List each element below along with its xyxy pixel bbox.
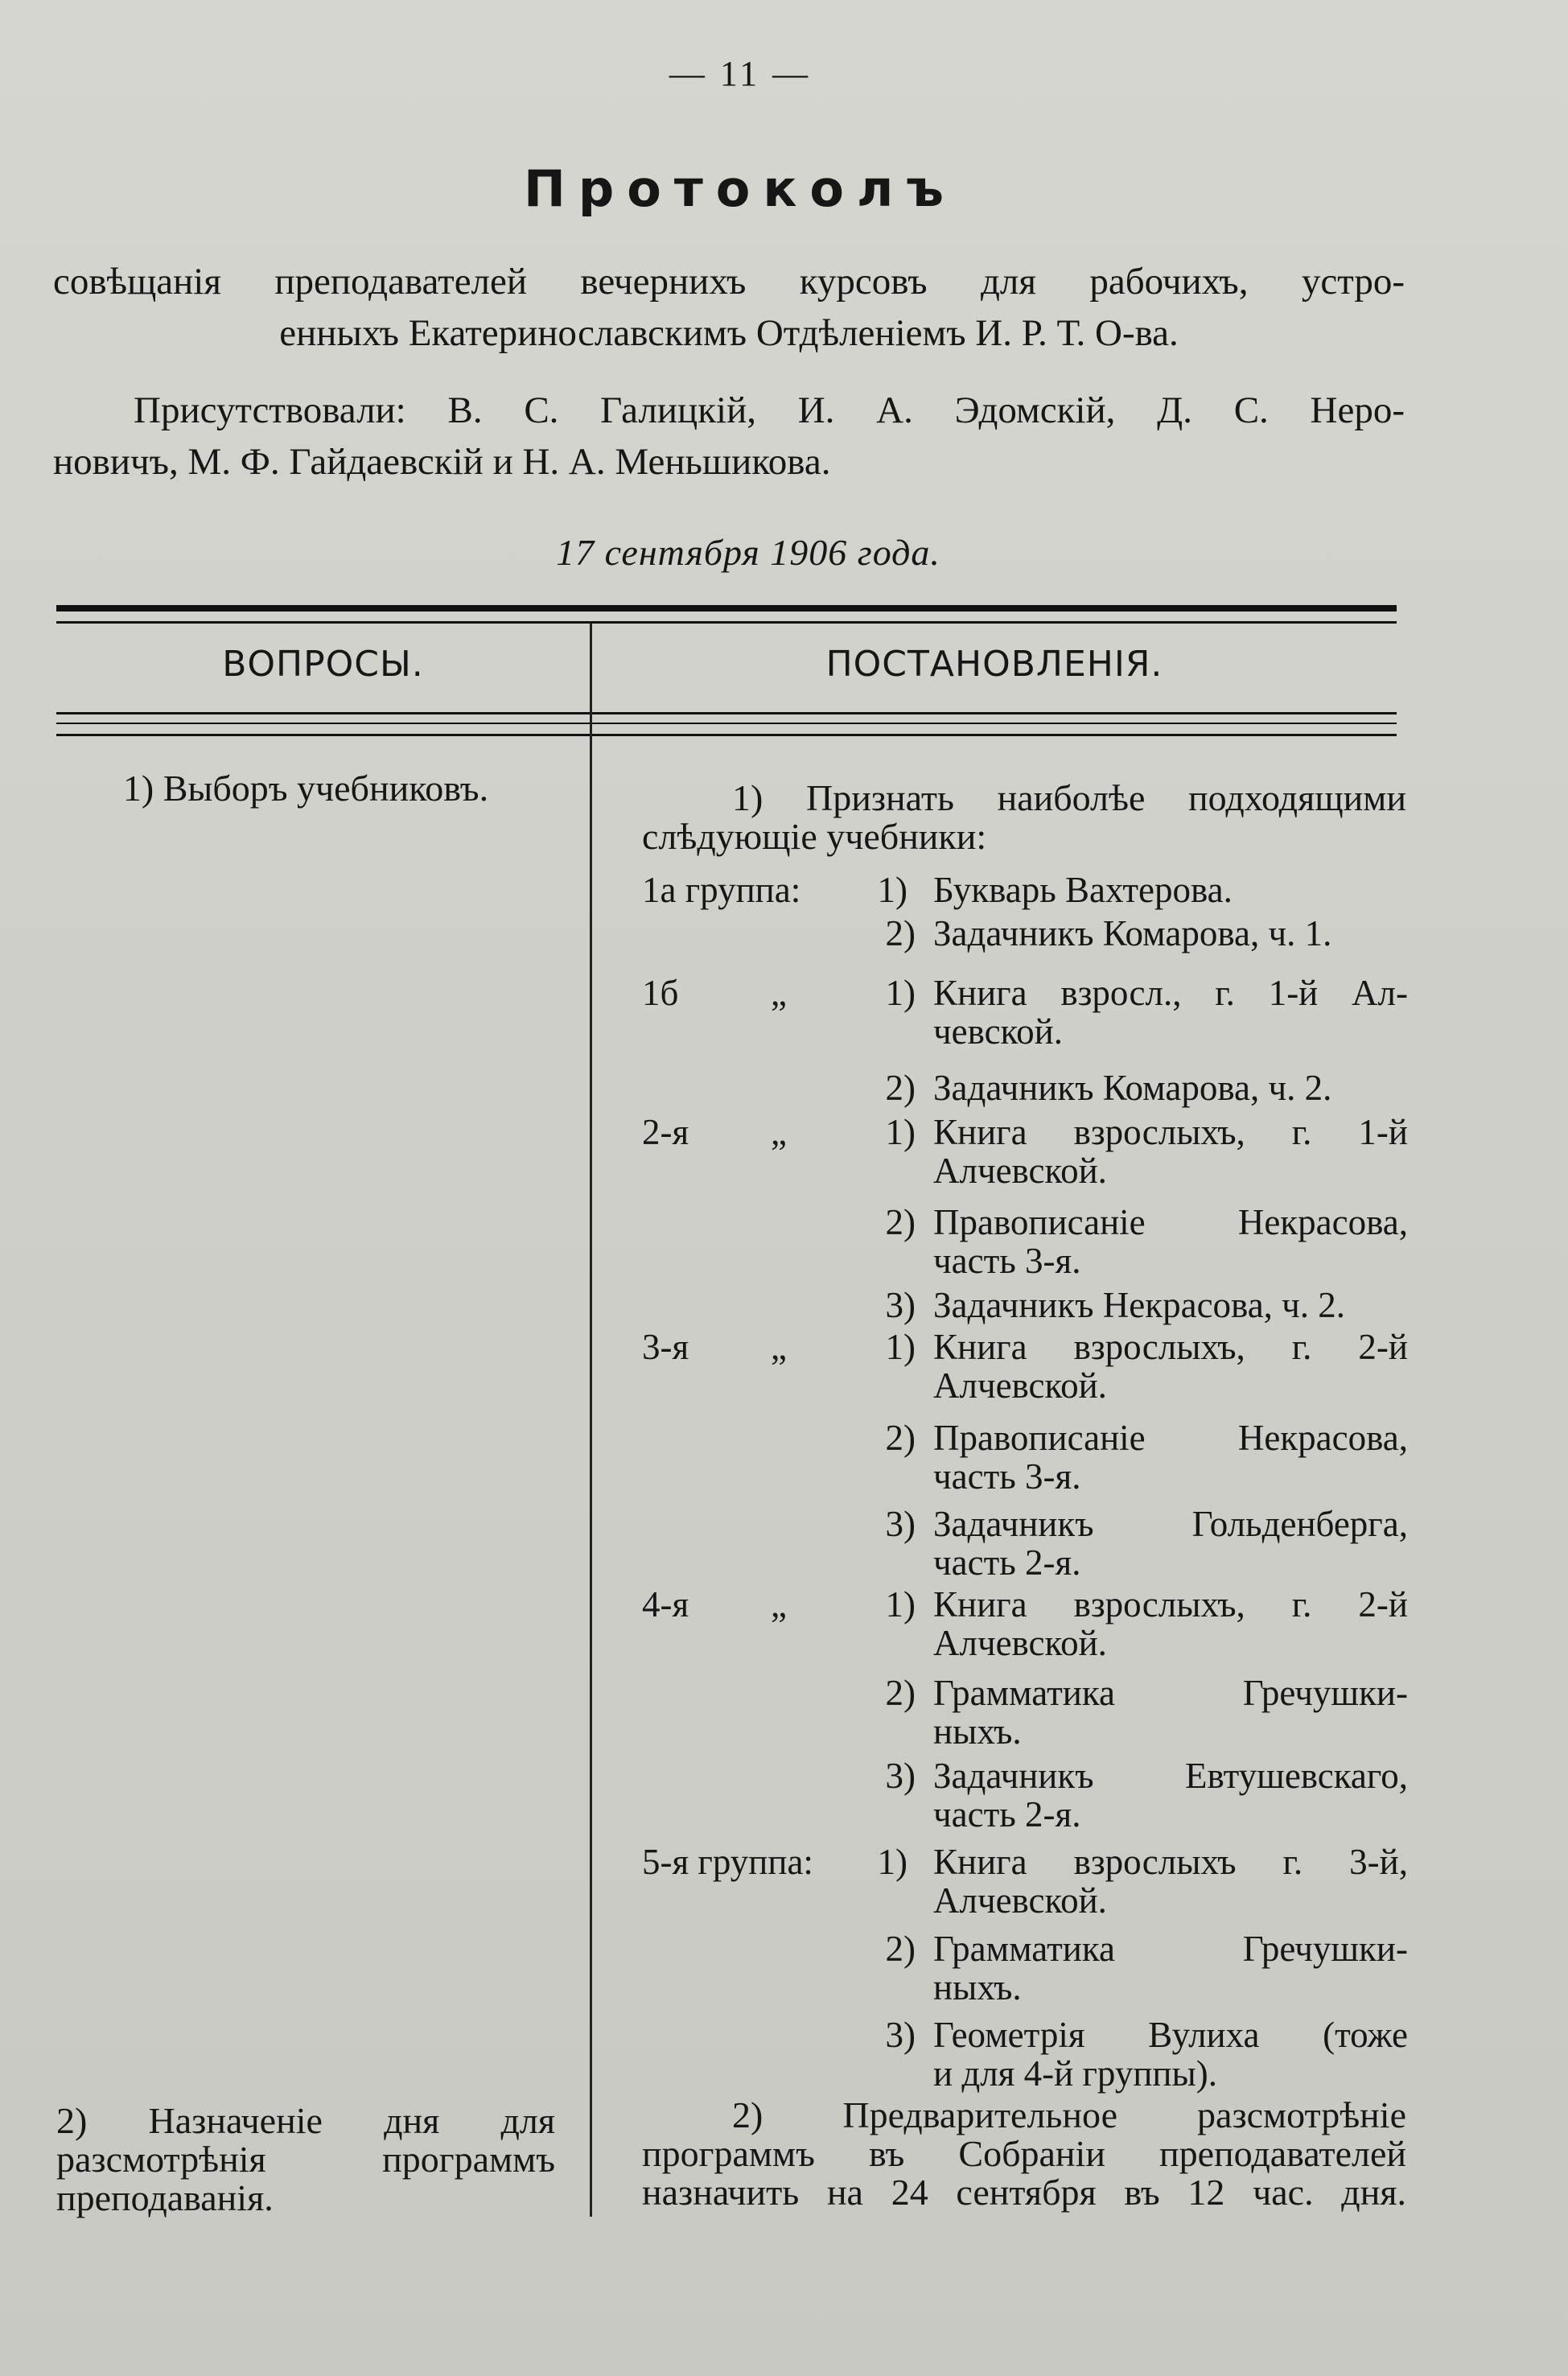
textbook-title: Книга взросл., г. 1-й Ал- чевской. — [933, 973, 1408, 1052]
textbook-title: Правописаніе Некрасова, часть 3-я. — [933, 1202, 1408, 1281]
item-number: 2) — [885, 1929, 916, 1969]
document-title: Протоколъ — [523, 159, 957, 218]
intro-line: енныхъ Екатеринославскимъ Отдѣленіемъ И. Р. Т. О-ва. — [279, 312, 1179, 354]
page-number: — 11 — — [669, 54, 812, 93]
textbook-title: Букварь Вахтерова. — [933, 870, 1233, 910]
group-label: 3-я — [642, 1327, 689, 1367]
textbook-title: Книга взрослыхъ, г. 1-й Алчевской. — [933, 1112, 1408, 1191]
item-number: 3) — [885, 1504, 916, 1544]
column-divider — [590, 624, 592, 2217]
textbook-title: Геометрія Вулиха (тоже и для 4-й группы). — [933, 2015, 1408, 2094]
textbook-title: Задачникъ Некрасова, ч. 2. — [933, 1285, 1346, 1325]
ditto-mark: „ — [771, 1327, 787, 1367]
item-number: 1) — [877, 870, 907, 910]
item-number: 1) — [877, 1842, 907, 1882]
header-rule — [56, 723, 1397, 724]
resolution-2: 2) Предварительное разсмотрѣніе программъ въ Собраніи преподавателей назначить на 24 сентября въ 12 час. дня. — [642, 2094, 1406, 2213]
item-number: 2) — [885, 1673, 916, 1713]
textbook-title: Книга взрослыхъ, г. 2-й Алчевской. — [933, 1327, 1408, 1406]
attendees-line: новичъ, М. Ф. Гайдаевскій и Н. А. Меньшикова. — [53, 441, 831, 483]
textbook-title: Задачникъ Евтушевскаго, часть 2-я. — [933, 1756, 1408, 1835]
item-number: 3) — [885, 2015, 916, 2055]
ditto-mark: „ — [771, 1112, 787, 1152]
ditto-mark: „ — [771, 1584, 787, 1624]
intro-line: совѣщанія преподавателей вечернихъ курсовъ для рабочихъ, устро- — [53, 261, 1405, 303]
resolution-1: 1) Признать наиболѣе подходящими слѣдующіе учебники: — [642, 777, 1406, 857]
item-number: 3) — [885, 1756, 916, 1796]
column-header-questions: ВОПРОСЫ. — [222, 644, 424, 685]
ditto-mark: „ — [771, 973, 787, 1013]
group-label: 2-я — [642, 1112, 689, 1152]
question-2: 2) Назначеніе дня для разсмотрѣнія программъ преподаванія. — [56, 2100, 555, 2218]
textbook-title: Задачникъ Гольденберга, часть 2-я. — [933, 1504, 1408, 1583]
item-number: 2) — [885, 1068, 916, 1108]
attendees-paragraph — [53, 385, 1405, 488]
group-label: 4-я — [642, 1584, 689, 1624]
item-number: 2) — [885, 1202, 916, 1242]
column-header-resolutions: ПОСТАНОВЛЕНІЯ. — [825, 644, 1163, 685]
intro-paragraph — [53, 256, 1405, 359]
item-number: 1) — [885, 1584, 916, 1624]
group-label: 5-я группа: — [642, 1842, 813, 1882]
textbook-title: Грамматика Гречушки- ныхъ. — [933, 1929, 1408, 2007]
item-number: 3) — [885, 1285, 916, 1325]
item-number: 1) — [885, 1327, 916, 1367]
textbook-title: Книга взрослыхъ, г. 2-й Алчевской. — [933, 1584, 1408, 1663]
item-number: 2) — [885, 1418, 916, 1458]
group-label: 1б — [642, 973, 679, 1013]
item-number: 1) — [885, 1112, 916, 1152]
attendees-line: Присутствовали: В. С. Галицкій, И. А. Эдомскій, Д. С. Неро- — [134, 389, 1405, 431]
meeting-date: 17 сентября 1906 года. — [556, 532, 940, 573]
textbook-title: Грамматика Гречушки- ныхъ. — [933, 1673, 1408, 1752]
group-label: 1а группа: — [642, 870, 801, 910]
item-number: 1) — [885, 973, 916, 1013]
item-number: 2) — [885, 913, 916, 953]
question-1: 1) Выборъ учебниковъ. — [122, 768, 489, 809]
textbook-title: Задачникъ Комарова, ч. 1. — [933, 913, 1332, 953]
textbook-title: Правописаніе Некрасова, часть 3-я. — [933, 1418, 1408, 1497]
table-top-rule — [56, 621, 1397, 624]
textbook-title: Книга взрослыхъ г. 3-й, Алчевской. — [933, 1842, 1408, 1921]
header-rule — [56, 712, 1397, 714]
table-top-rule — [56, 605, 1397, 612]
textbook-title: Задачникъ Комарова, ч. 2. — [933, 1068, 1332, 1108]
header-rule — [56, 734, 1397, 736]
